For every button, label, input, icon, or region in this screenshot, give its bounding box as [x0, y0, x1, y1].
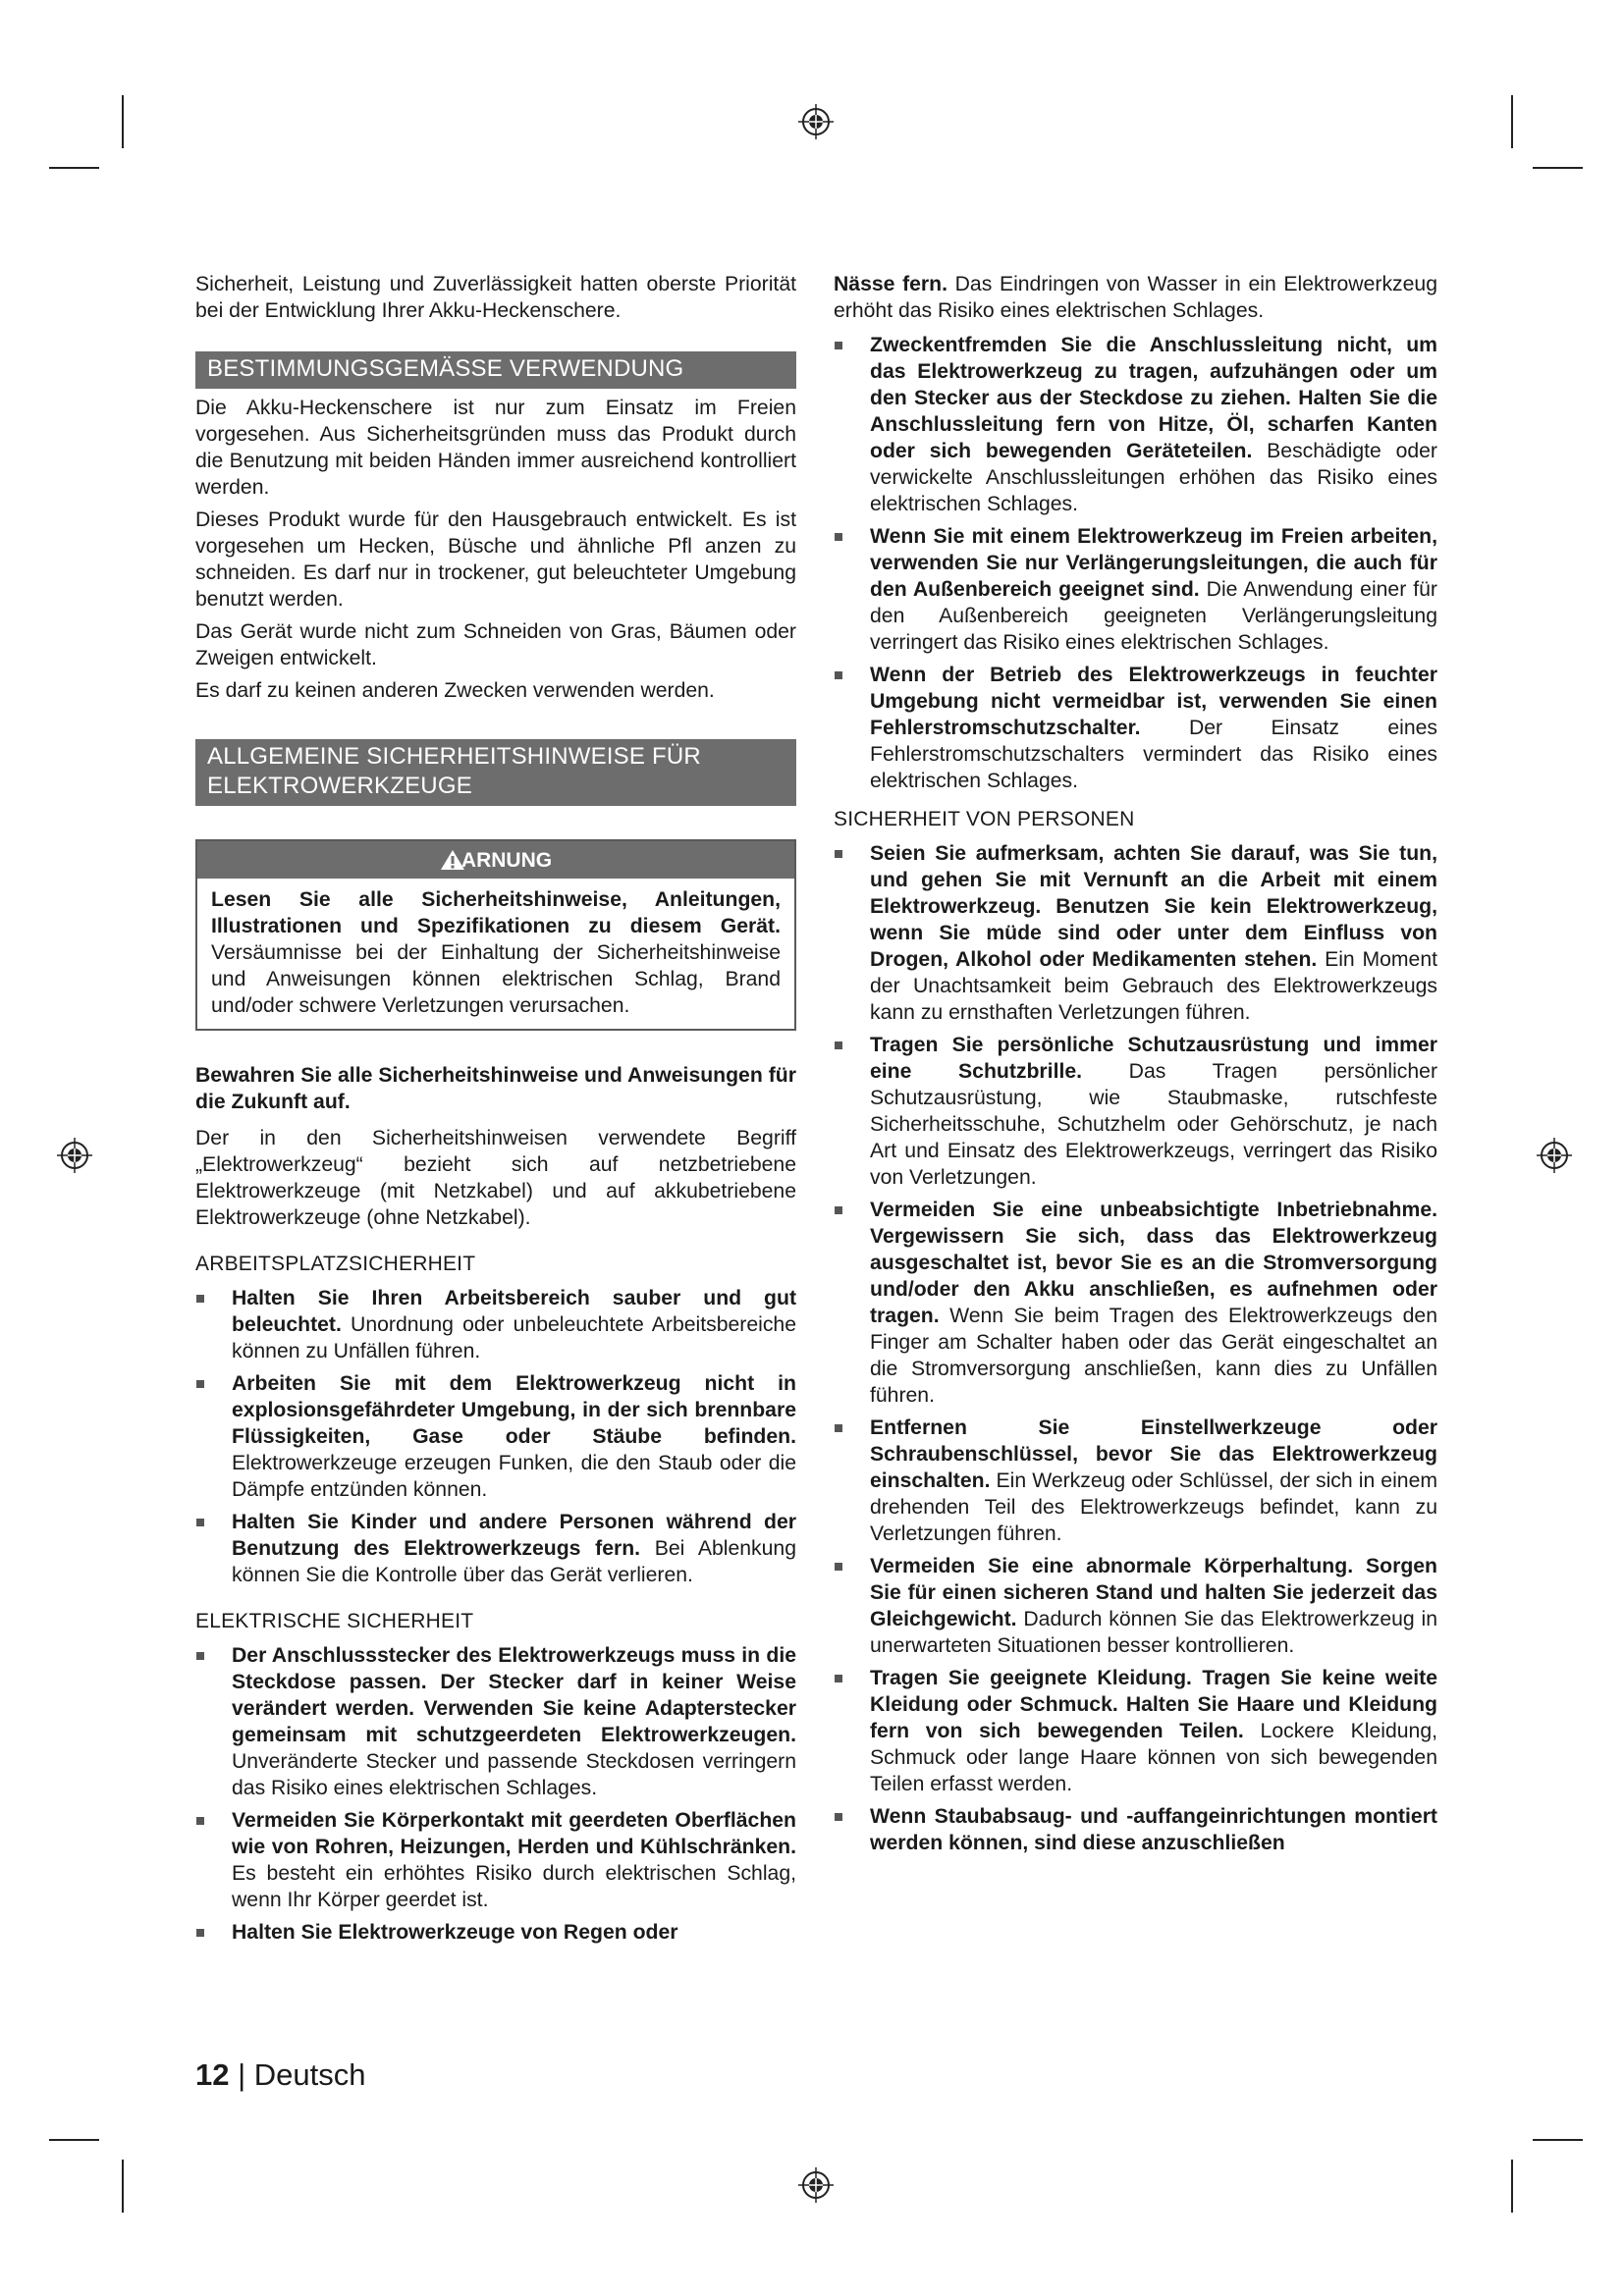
- list-item: Arbeiten Sie mit dem Elektrowerkzeug nicht in explosionsgefährdeter Umgebung, in der sich brennbare Flüssigkeiten, Gase oder Stäube befinden. Elektrowerkzeuge erzeugen Funken, die den Staub oder die Dämpfe entzünden können.: [195, 1370, 796, 1503]
- crop-mark: [1511, 95, 1513, 148]
- personal-safety-list: [834, 840, 1437, 1856]
- warning-bold-text: Lesen Sie alle Sicherheitshinweise, Anleitungen, Illustrationen und Spezifikationen zu diesem Gerät.: [211, 888, 781, 937]
- crop-mark: [1533, 167, 1583, 169]
- crop-mark: [122, 2160, 124, 2213]
- crop-mark: [122, 95, 124, 148]
- section-heading-intended-use: BESTIMMUNGSGEMÄSSE VERWENDUNG: [195, 351, 796, 389]
- subheading-workplace: ARBEITSPLATZSICHERHEIT: [195, 1253, 476, 1275]
- paragraph: Dieses Produkt wurde für den Hausgebrauch entwickelt. Es ist vorgesehen um Hecken, Büsche und ähnliche Pfl anzen zu schneiden. Es darf nur in trockener, gut beleuchteter Umgebung benutzt werden.: [195, 508, 796, 611]
- paragraph: Der in den Sicherheitshinweisen verwendete Begriff „Elektrowerkzeug“ bezieht sich auf netzbetriebene Elektrowerkzeuge (mit Netzkabel) und auf akkubetriebene Elektrowerkzeuge (ohne Netzkabel).: [195, 1127, 796, 1229]
- list-item: Zweckentfremden Sie die Anschlussleitung nicht, um das Elektrowerkzeug zu tragen, aufzuhängen oder um den Stecker aus der Steckdose zu ziehen. Halten Sie die Anschlussleitung fern von Hitze, Öl, scharfen Kanten oder sich bewegenden Geräteteilen. Beschädigte oder verwickelte Anschlussleitungen erhöhen das Risiko eines elektrischen Schlages.: [834, 332, 1437, 517]
- list-item: Vermeiden Sie eine unbeabsichtigte Inbetriebnahme. Vergewissern Sie sich, dass das Elektrowerkzeug ausgeschaltet ist, bevor Sie es an die Stromversorgung und/oder den Akku anschließen, es aufnehmen oder tragen. Wenn Sie beim Tragen des Elektrowerkzeugs den Finger am Schalter haben oder das Gerät eingeschaltet an die Stromversorgung anschließen, kann dies zu Unfällen führen.: [834, 1197, 1437, 1409]
- warning-body: [197, 879, 794, 1029]
- registration-mark-icon: [55, 1136, 94, 1175]
- list-item: Tragen Sie geeignete Kleidung. Tragen Sie keine weite Kleidung oder Schmuck. Halten Sie Haare und Kleidung fern von sich bewegenden Teilen. Lockere Kleidung, Schmuck oder lange Haare können von sich bewegenden Teilen erfasst werden.: [834, 1665, 1437, 1797]
- list-item: Wenn Staubabsaug- und -auffangeinrichtungen montiert werden können, sind diese anzuschließen: [834, 1803, 1437, 1856]
- list-item: Vermeiden Sie eine abnormale Körperhaltung. Sorgen Sie für einen sicheren Stand und halten Sie jederzeit das Gleichgewicht. Dadurch können Sie das Elektrowerkzeug in unerwarteten Situationen besser kontrollieren.: [834, 1553, 1437, 1659]
- page-number: 12: [195, 2057, 230, 2092]
- warning-text: Versäumnisse bei der Einhaltung der Sicherheitshinweise und Anweisungen können elektrischen Schlag, Brand und/oder schwere Verletzungen verursachen.: [211, 941, 781, 1017]
- subheading-personal-safety: SICHERHEIT VON PERSONEN: [834, 808, 1135, 830]
- continued-paragraph: Nässe fern. Das Eindringen von Wasser in ein Elektrowerkzeug erhöht das Risiko eines elektrischen Schlages.: [834, 273, 1437, 322]
- list-item: Halten Sie Elektrowerkzeuge von Regen oder: [195, 1919, 796, 1946]
- warning-box: [195, 839, 796, 1031]
- footer-separator: |: [238, 2057, 246, 2092]
- crop-mark: [1511, 2160, 1513, 2213]
- keep-instructions-bold: Bewahren Sie alle Sicherheitshinweise und Anweisungen für die Zukunft auf.: [195, 1064, 796, 1113]
- list-item: Entfernen Sie Einstellwerkzeuge oder Schraubenschlüssel, bevor Sie das Elektrowerkzeug einschalten. Ein Werkzeug oder Schlüssel, der sich in einem drehenden Teil des Elektrowerkzeugs befindet, kann zu Verletzungen führen.: [834, 1415, 1437, 1547]
- list-item: Tragen Sie persönliche Schutzausrüstung und immer eine Schutzbrille. Das Tragen persönlicher Schutzausrüstung, wie Staubmaske, rutschfeste Sicherheitsschuhe, Schutzhelm oder Gehörschutz, je nach Art und Einsatz des Elektrowerkzeugs, verringert das Risiko von Verletzungen.: [834, 1032, 1437, 1191]
- workplace-list: [195, 1285, 796, 1588]
- list-item: Halten Sie Kinder und andere Personen während der Benutzung des Elektrowerkzeugs fern. Bei Ablenkung können Sie die Kontrolle über das Gerät verlieren.: [195, 1509, 796, 1588]
- keep-instructions: [195, 1062, 796, 1115]
- page-footer: [195, 2057, 366, 2093]
- registration-mark-icon: [796, 102, 836, 141]
- electrical-list: [195, 1642, 796, 1946]
- warning-header: [197, 841, 794, 879]
- paragraph: Es darf zu keinen anderen Zwecken verwenden werden.: [195, 679, 715, 702]
- registration-mark-icon: [796, 2165, 836, 2205]
- crop-mark: [49, 2139, 99, 2141]
- registration-mark-icon: [1535, 1136, 1574, 1175]
- right-column: [834, 271, 1437, 1862]
- footer-language: Deutsch: [253, 2057, 366, 2092]
- section-heading-general-safety: [195, 739, 796, 806]
- warning-label: ARNUNG: [460, 849, 553, 872]
- list-item: Wenn Sie mit einem Elektrowerkzeug im Freien arbeiten, verwenden Sie nur Verlängerungsleitungen, die auch für den Außenbereich geeignet sind. Die Anwendung einer für den Außenbereich geeigneten Verlängerungsleitung verringert das Risiko eines elektrischen Schlages.: [834, 523, 1437, 656]
- section-heading-line: ELEKTROWERKZEUGE: [207, 773, 472, 799]
- list-item: Wenn der Betrieb des Elektrowerkzeugs in feuchter Umgebung nicht vermeidbar ist, verwenden Sie einen Fehlerstromschutzschalter. Der Einsatz eines Fehlerstromschutzschalters vermindert das Risiko eines elektrischen Schlages.: [834, 662, 1437, 794]
- paragraph: Das Gerät wurde nicht zum Schneiden von Gras, Bäumen oder Zweigen entwickelt.: [195, 620, 796, 669]
- section-heading-line: ALLGEMEINE SICHERHEITSHINWEISE FÜR: [207, 743, 701, 770]
- left-column: [195, 271, 796, 1951]
- list-item: Seien Sie aufmerksam, achten Sie darauf, was Sie tun, und gehen Sie mit Vernunft an die Arbeit mit einem Elektrowerkzeug. Benutzen Sie kein Elektrowerkzeug, wenn Sie müde sind oder unter dem Einfluss von Drogen, Alkohol oder Medikamenten stehen. Ein Moment der Unachtsamkeit beim Gebrauch des Elektrowerkzeugs kann zu ernsthaften Verletzungen führen.: [834, 840, 1437, 1026]
- electrical-list-continued: [834, 332, 1437, 794]
- list-item: Vermeiden Sie Körperkontakt mit geerdeten Oberflächen wie von Rohren, Heizungen, Herden und Kühlschränken. Es besteht ein erhöhtes Risiko durch elektrischen Schlag, wenn Ihr Körper geerdet ist.: [195, 1807, 796, 1913]
- list-item: Der Anschlussstecker des Elektrowerkzeugs muss in die Steckdose passen. Der Stecker darf in keiner Weise verändert werden. Verwenden Sie keine Adapterstecker gemeinsam mit schutzgeerdeten Elektrowerkzeugen. Unveränderte Stecker und passende Steckdosen verringern das Risiko eines elektrischen Schlages.: [195, 1642, 796, 1801]
- subheading-electrical: ELEKTRISCHE SICHERHEIT: [195, 1610, 474, 1632]
- list-item: Halten Sie Ihren Arbeitsbereich sauber und gut beleuchtet. Unordnung oder unbeleuchtete Arbeitsbereiche können zu Unfällen führen.: [195, 1285, 796, 1364]
- crop-mark: [1533, 2139, 1583, 2141]
- crop-mark: [49, 167, 99, 169]
- paragraph: Die Akku-Heckenschere ist nur zum Einsatz im Freien vorgesehen. Aus Sicherheitsgründen muss das Produkt durch die Benutzung mit beiden Händen immer ausreichend kontrolliert werden.: [195, 397, 796, 499]
- intro-paragraph: Sicherheit, Leistung und Zuverlässigkeit hatten oberste Priorität bei der Entwicklung Ihrer Akku-Heckenschere.: [195, 273, 796, 322]
